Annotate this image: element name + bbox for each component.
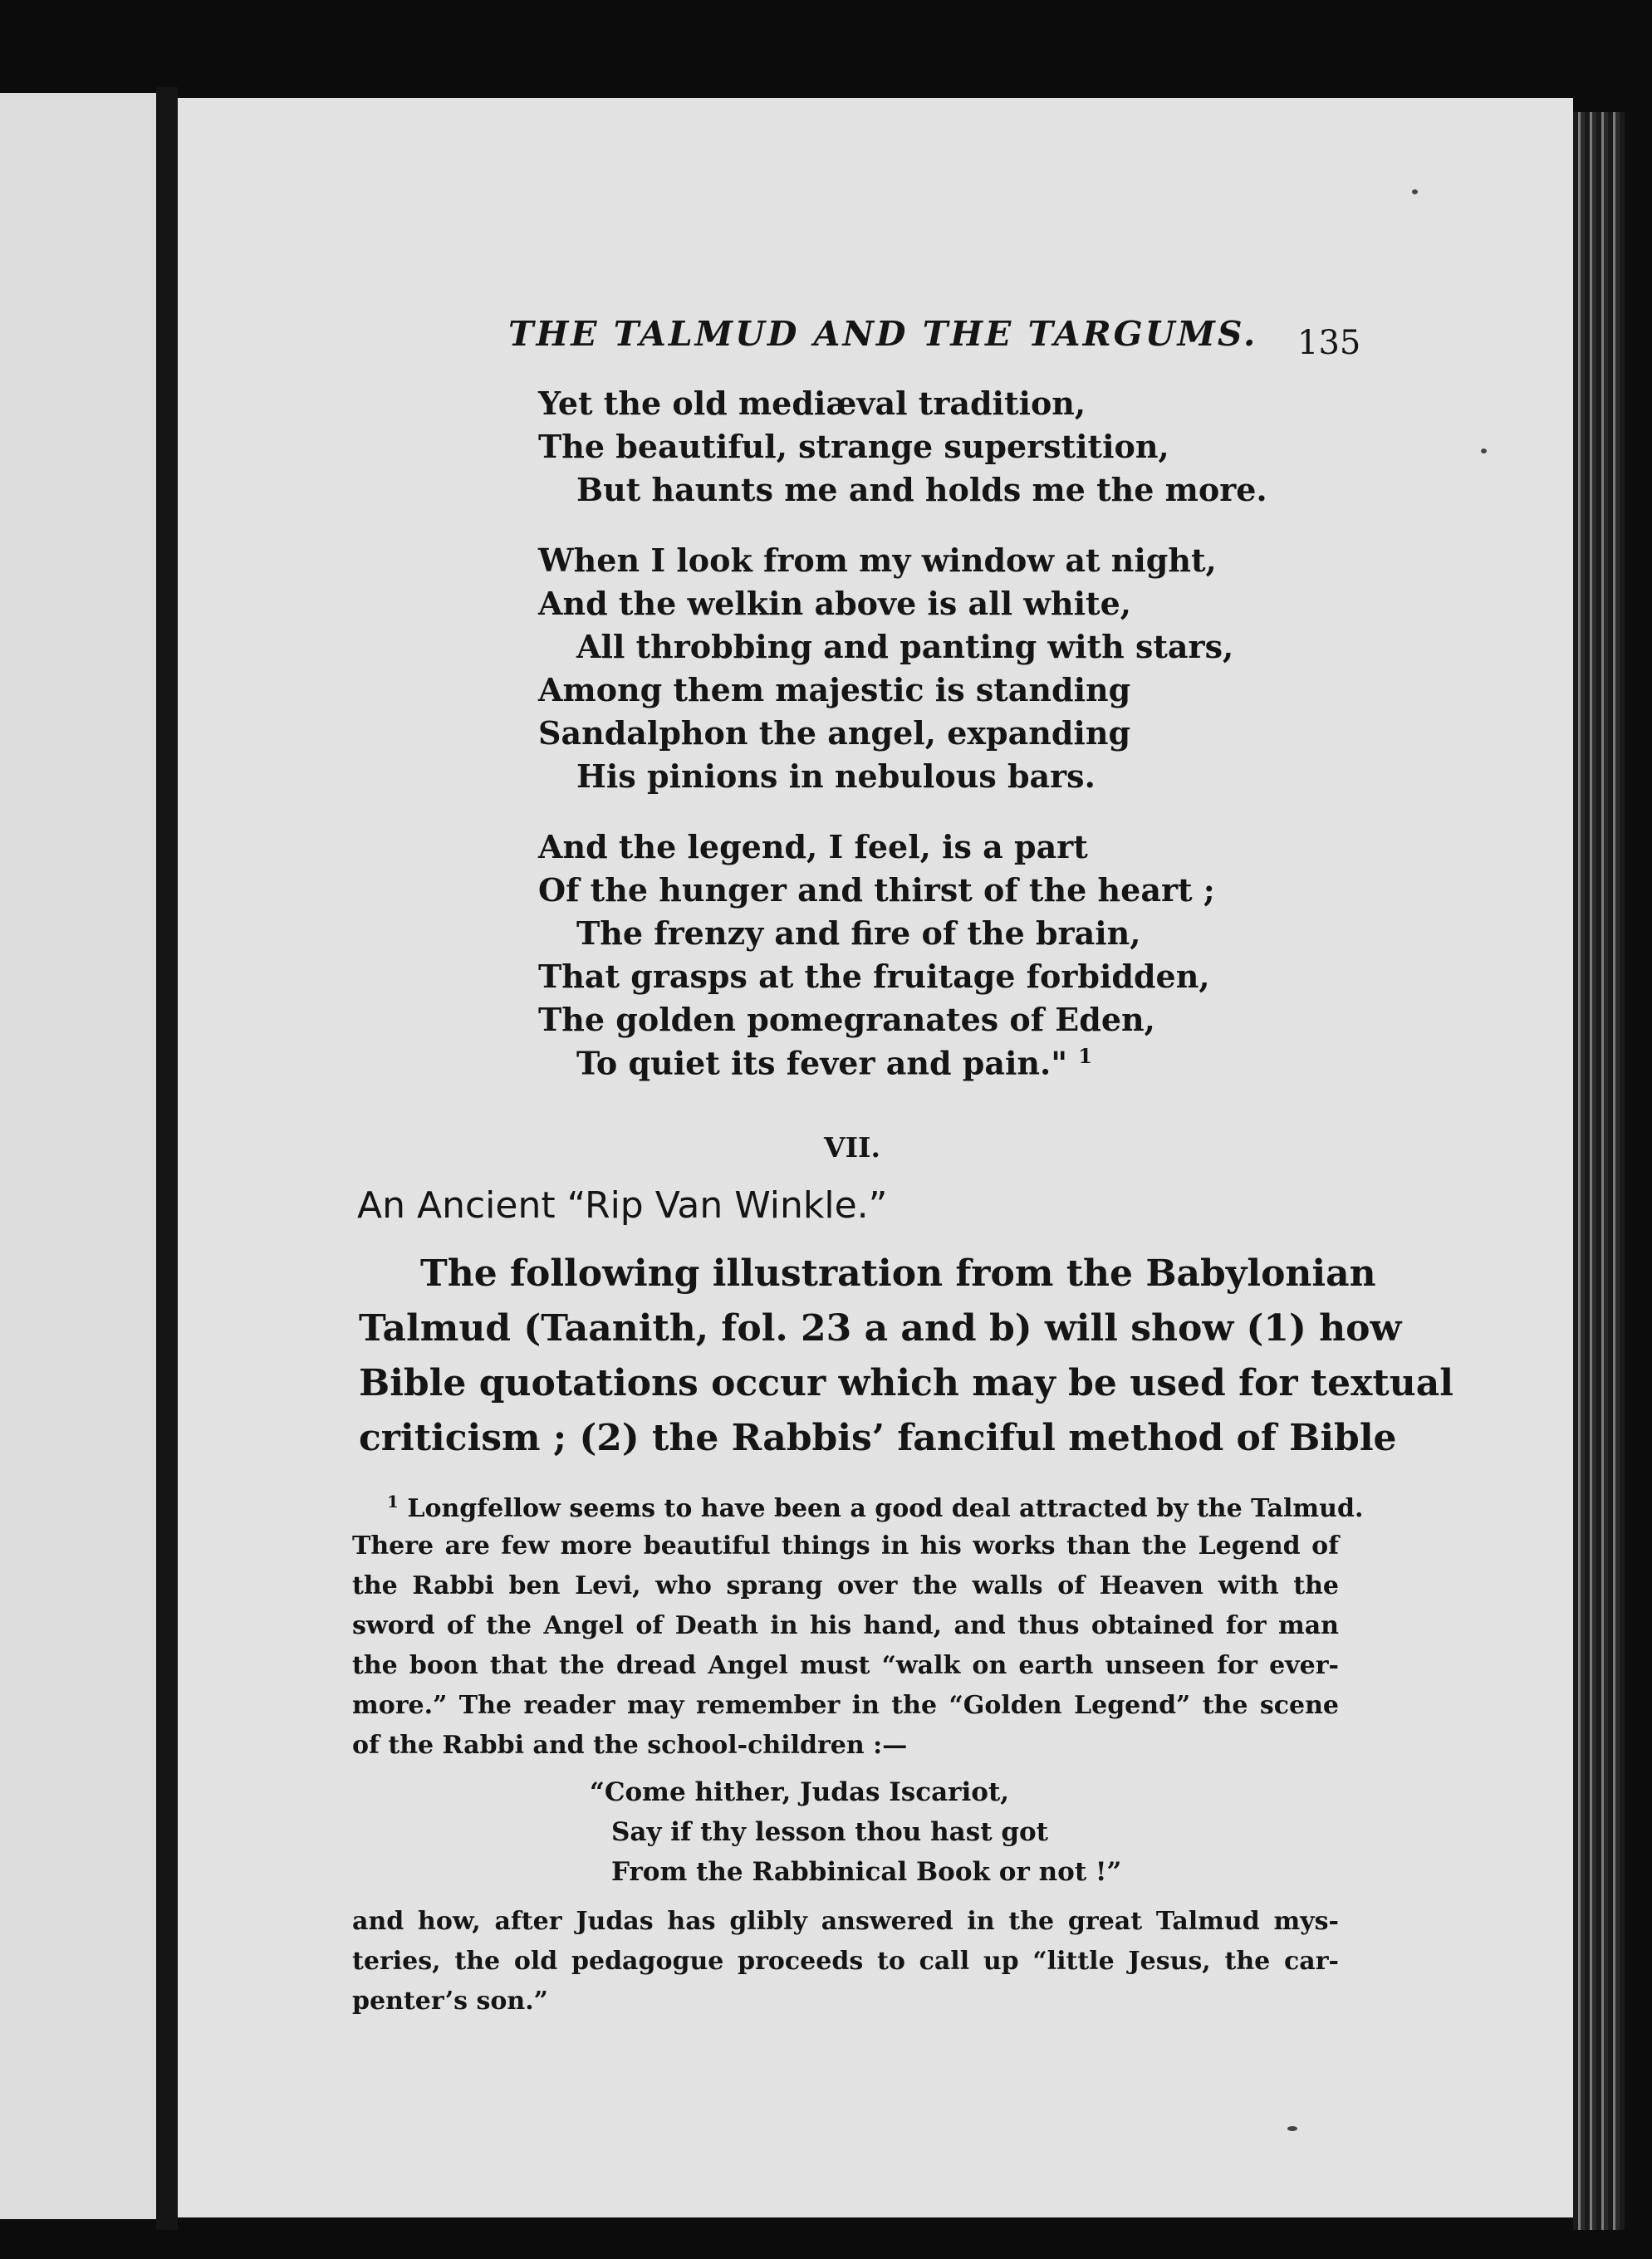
footnote-line: and how, after Judas has glibly answered in the great Talmud mys- xyxy=(352,1907,1339,1936)
body-line: criticism ; (2) the Rabbis’ fanciful method of Bible xyxy=(359,1417,1397,1459)
poem-line: And the welkin above is all white, xyxy=(538,585,1131,622)
footnote-line: sword of the Angel of Death in his hand, and thus obtained for man xyxy=(352,1611,1339,1640)
poem-line: The golden pomegranates of Eden, xyxy=(538,1001,1155,1038)
page-edges xyxy=(1573,112,1625,2230)
footnote-line: the Rabbi ben Levi, who sprang over the walls of Heaven with the xyxy=(352,1571,1339,1600)
scan-speck xyxy=(1287,2126,1297,2131)
footnote-line xyxy=(352,1492,1364,1523)
poem-line: That grasps at the fruitage forbidden, xyxy=(538,958,1210,995)
book-gutter xyxy=(156,87,178,2230)
body-line: Talmud (Taanith, fol. 23 a and b) will show (1) how xyxy=(359,1307,1402,1350)
poem-line: Among them majestic is standing xyxy=(538,671,1131,708)
footnote-line-text: Longfellow seems to have been a good deal attracted by the Talmud. xyxy=(407,1494,1364,1523)
poem-line: The beautiful, strange superstition, xyxy=(538,428,1169,465)
poem-line: But haunts me and holds me the more. xyxy=(576,471,1267,508)
poem-line: Yet the old mediæval tradition, xyxy=(538,385,1086,422)
body-line: The following illustration from the Babylonian xyxy=(420,1252,1376,1295)
poem-line: When I look from my window at night, xyxy=(538,541,1217,579)
left-page-margin xyxy=(0,93,156,2219)
poem-line: The frenzy and fire of the brain, xyxy=(576,914,1141,952)
poem-line-with-footnote xyxy=(576,1044,1092,1082)
running-title: THE TALMUD AND THE TARGUMS. xyxy=(508,314,1258,354)
footnote-reference: 1 xyxy=(1078,1044,1092,1068)
poem-line: All throbbing and panting with stars, xyxy=(576,628,1234,665)
poem-line: And the legend, I feel, is a part xyxy=(538,828,1088,865)
footnote-line: teries, the old pedagogue proceeds to call up “little Jesus, the car- xyxy=(352,1947,1339,1976)
page-number: 135 xyxy=(1297,324,1361,362)
footnote-line: the boon that the dread Angel must “walk on earth unseen for ever- xyxy=(352,1651,1339,1680)
footnote-marker: 1 xyxy=(387,1492,399,1512)
footnote-quote-line: “Come hither, Judas Iscariot, xyxy=(590,1777,1010,1807)
poem-line: Of the hunger and thirst of the heart ; xyxy=(538,871,1215,909)
footnote-quote-line: Say if thy lesson thou hast got xyxy=(611,1817,1048,1847)
footnote-line: more.” The reader may remember in the “Golden Legend” the scene xyxy=(352,1691,1339,1720)
section-title: An Ancient “Rip Van Winkle.” xyxy=(357,1184,888,1227)
footnote-quote-line: From the Rabbinical Book or not !” xyxy=(611,1857,1122,1887)
scan-speck xyxy=(1481,448,1487,453)
poem-line: Sandalphon the angel, expanding xyxy=(538,714,1131,752)
section-number: VII. xyxy=(824,1131,880,1164)
body-line: Bible quotations occur which may be used for textual xyxy=(359,1362,1453,1404)
poem-line: His pinions in nebulous bars. xyxy=(576,757,1096,795)
footnote-line: of the Rabbi and the school-children :— xyxy=(352,1731,908,1760)
scan-speck xyxy=(1412,189,1418,194)
poem-line-text: To quiet its fever and pain." xyxy=(576,1044,1068,1082)
footnote-line: penter’s son.” xyxy=(352,1987,548,2016)
footnote-line: There are few more beautiful things in his works than the Legend of xyxy=(352,1531,1339,1561)
